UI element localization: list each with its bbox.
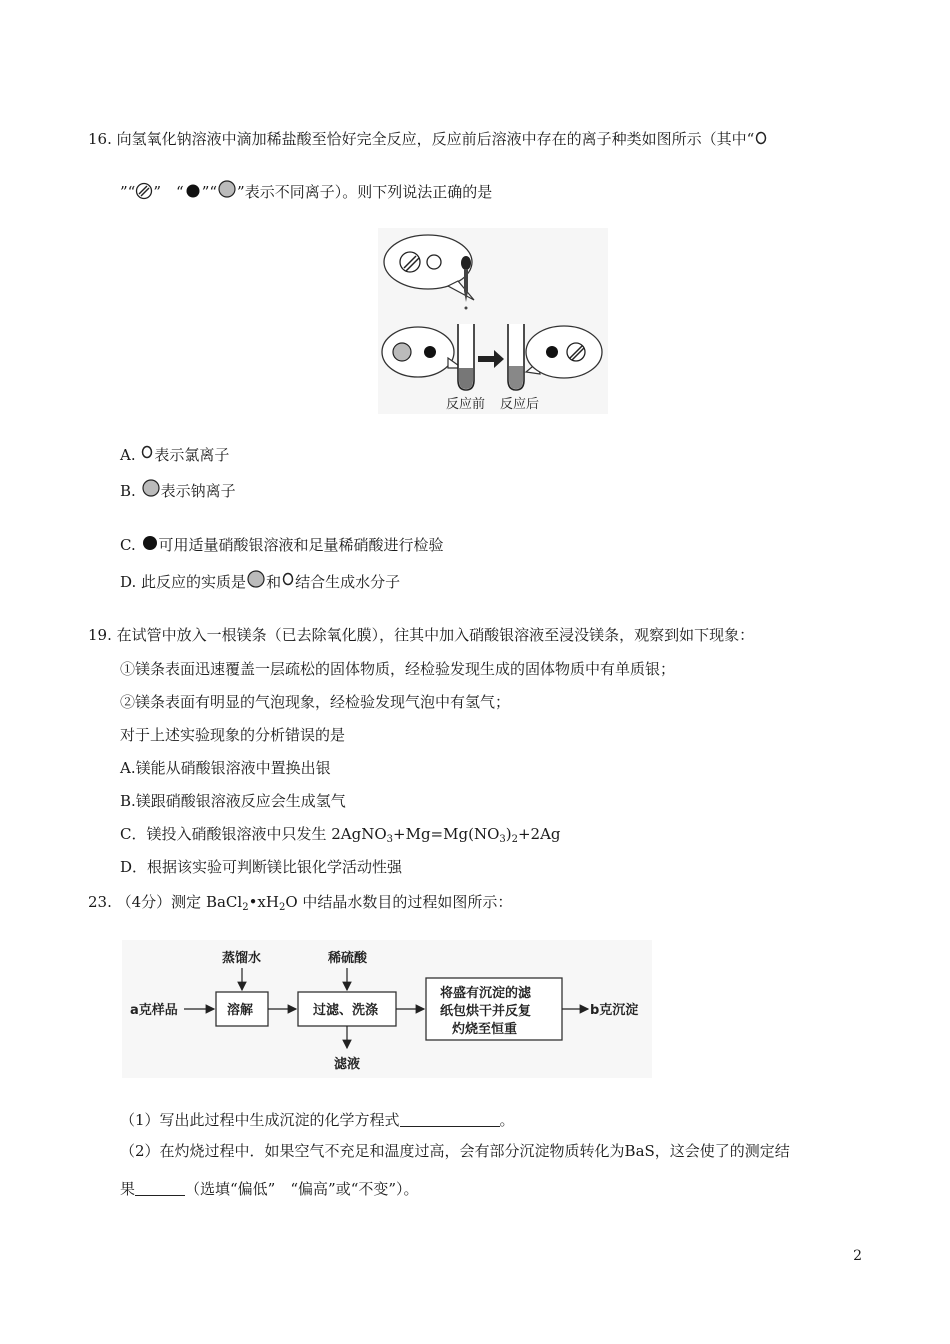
solid-ion-icon	[184, 182, 202, 200]
hollow-ion-icon	[427, 255, 441, 269]
svg-text:将盛有沉淀的滤: 将盛有沉淀的滤	[440, 986, 532, 1001]
flow-input: a克样品	[130, 1003, 178, 1018]
q19-observation-1: ①镁条表面迅速覆盖一层疏松的固体物质，经检验发现生成的固体物质中有单质银；	[120, 660, 676, 678]
hollow-ion-icon	[140, 445, 154, 463]
flow-step-dissolve-label: 溶解	[227, 1003, 254, 1018]
hatched-ion-icon	[400, 252, 420, 272]
dotted-ion-icon	[246, 570, 266, 590]
after-label: 反应后	[500, 397, 540, 412]
q16-option-b	[120, 479, 236, 502]
q16-stem-line1	[88, 128, 768, 150]
q16-quote: ”“	[120, 183, 136, 201]
q19-option-b: B.镁跟硝酸银溶液反应会生成氢气	[120, 792, 346, 810]
option-label: D.	[120, 573, 137, 591]
option-text: 表示氯离子	[154, 446, 230, 464]
svg-text:灼烧至恒重: 灼烧至恒重	[452, 1022, 518, 1037]
option-label: B.	[120, 482, 136, 500]
dotted-ion-icon	[393, 343, 411, 361]
q23-sub2-line1: （2）在灼烧过程中．如果空气不充足和温度过高，会有部分沉淀物质转化为BaS，这会使了的测定结	[120, 1142, 790, 1160]
q16-stem-part1: 向氢氧化钠溶液中滴加稀盐酸至恰好完全反应，反应前后溶液中存在的离子种类如图所示（其中“	[116, 130, 755, 148]
flow-reagent-acid: 稀硫酸	[328, 951, 368, 966]
hollow-ion-icon	[281, 572, 295, 590]
q19-option-d: D．根据该实验可判断镁比银化学活动性强	[120, 858, 403, 876]
option-label: A.	[120, 446, 136, 464]
q19-question: 对于上述实验现象的分析错误的是	[120, 726, 346, 744]
q16-quote: ” “	[153, 183, 184, 201]
product-bubble	[526, 326, 602, 378]
flow-step-filter-label: 过滤、洗涤	[313, 1003, 379, 1018]
option-text: 表示钠离子	[160, 482, 236, 500]
flow-reagent-water: 蒸馏水	[222, 951, 262, 966]
answer-blank-equation[interactable]	[400, 1112, 500, 1127]
q16-number: 16.	[88, 130, 112, 148]
dotted-ion-icon	[217, 180, 237, 200]
flow-filtrate: 滤液	[334, 1057, 361, 1072]
option-label: C.	[120, 536, 136, 554]
option-text: 结合生成水分子	[295, 573, 401, 591]
solid-ion-icon	[424, 346, 436, 358]
test-tube-before	[458, 324, 474, 390]
q16-option-a	[120, 444, 229, 466]
q23-sub2-line2: 果 （选填“偏低” “偏高”或“不变”）。	[120, 1180, 419, 1198]
q23-stem: 23. （4分）测定 $BaCl_2•xH_2O$ 中结晶水数目的过程如图所示：	[88, 893, 513, 913]
q19-observation-2: ②镁条表面有明显的气泡现象，经检验发现气泡中有氢气；	[120, 693, 511, 711]
q16-option-c	[120, 534, 444, 556]
hatched-ion-icon	[135, 182, 153, 200]
hollow-ion-icon	[754, 131, 768, 147]
q16-stem-line2	[120, 180, 492, 203]
q16-reaction-figure	[378, 228, 608, 414]
q19-stem	[88, 624, 754, 646]
q16-stem-part2: ”表示不同离子）。则下列说法正确的是	[237, 183, 493, 201]
q23-flowchart	[122, 940, 652, 1078]
flow-output: b克沉淀	[590, 1003, 639, 1018]
solid-ion-icon	[141, 535, 159, 553]
test-tube-after	[508, 324, 524, 390]
page-number: 2	[853, 1248, 862, 1264]
answer-blank-result[interactable]	[135, 1181, 185, 1196]
q16-option-d	[120, 570, 400, 593]
q19-number: 19.	[88, 626, 112, 644]
hatched-ion-icon	[567, 343, 585, 361]
dotted-ion-icon	[141, 479, 161, 499]
q23-number: 23.	[88, 893, 112, 911]
q19-option-a: A.镁能从硝酸银溶液中置换出银	[120, 759, 331, 777]
q19-option-c: C．镁投入硝酸银溶液中只发生 $2AgNO_3+Mg=Mg(NO_3)_2+2Ag$	[120, 825, 561, 845]
svg-text:纸包烘干并反复: 纸包烘干并反复	[440, 1004, 532, 1019]
solid-ion-icon	[546, 346, 558, 358]
q16-quote: ”“	[201, 183, 218, 201]
option-text: 此反应的实质是	[141, 573, 247, 591]
q19-stem-text: 在试管中放入一根镁条（已去除氧化膜），往其中加入硝酸银溶液至浸没镁条，观察到如下现象：	[116, 626, 755, 644]
option-text: 和	[266, 573, 282, 591]
before-label: 反应前	[446, 397, 486, 412]
q23-sub1: （1）写出此过程中生成沉淀的化学方程式 。	[120, 1111, 515, 1129]
option-text: 可用适量硝酸银溶液和足量稀硝酸进行检验	[158, 536, 444, 554]
